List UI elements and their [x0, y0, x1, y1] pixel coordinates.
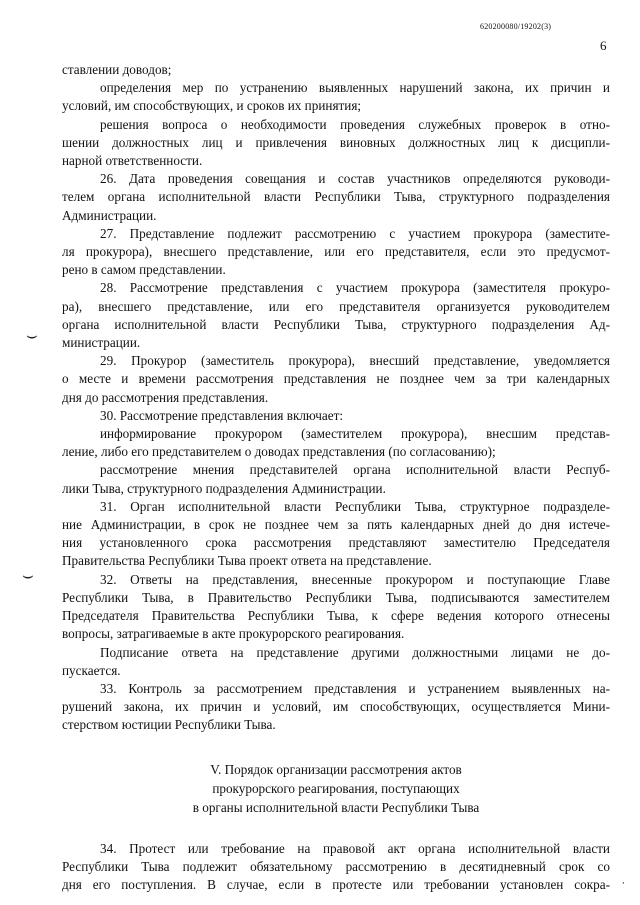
- paragraph-line: условий, им способствующих, и сроков их принятия;: [62, 98, 362, 114]
- paragraph-line: Администрации.: [62, 207, 157, 223]
- heading-line: V. Порядок организации рассмотрения актов: [210, 761, 462, 777]
- paragraph-line: ля прокурора), внесшего представление, или его представителя, если это предусмот-: [62, 244, 610, 260]
- paragraph-line: ставлении доводов;: [62, 62, 172, 77]
- paragraph-line: Подписание ответа на представление другими должностными лицами не до-: [100, 644, 610, 660]
- paragraph-line: определения мер по устранению выявленных нарушений закона, их причин и: [100, 80, 610, 96]
- paragraph: [62, 352, 610, 407]
- paragraph-line: нарной ответственности.: [62, 153, 203, 169]
- paragraph: [62, 79, 610, 115]
- paragraph-line: дня до рассмотрения представления.: [62, 389, 269, 405]
- paragraph: [62, 279, 610, 352]
- paragraph: [62, 498, 610, 571]
- paragraph: [62, 407, 610, 425]
- paragraph-line: лики Тыва, структурного подразделения Администрации.: [62, 480, 386, 496]
- paragraph-line: пускается.: [62, 662, 121, 678]
- paragraph: [62, 644, 610, 680]
- paragraph-line: 33. Контроль за рассмотрением представления и устранением выявленных на-: [100, 680, 610, 696]
- paragraph-line: 34. Протест или требование на правовой акт органа исполнительной власти: [100, 840, 610, 856]
- paragraph-line: рассмотрение мнения представителей органа исполнительной власти Респуб-: [100, 462, 610, 478]
- paragraph-line: 27. Представление подлежит рассмотрению с участием прокурора (заместите-: [100, 225, 610, 241]
- paragraph: [62, 116, 610, 171]
- paragraph-line: телем органа исполнительной власти Республики Тыва, структурного подразделения: [62, 189, 610, 205]
- paragraph-line: ление, либо его представителем о доводах представления (по согласованию);: [62, 444, 496, 460]
- margin-mark: ⌣: [26, 325, 38, 346]
- paragraph-line: органа исполнительной власти Республики Тыва, структурного подразделения Ад-: [62, 316, 610, 332]
- paragraph-line: 26. Дата проведения совещания и состав участников определяются руководи-: [100, 171, 610, 187]
- paragraph: [62, 461, 610, 497]
- paragraph-list: [62, 61, 610, 735]
- paragraph-line: рено в самом представлении.: [62, 262, 226, 278]
- document-body: [62, 61, 610, 894]
- paragraph-line: Правительства Республики Тыва проект ответа на представление.: [62, 553, 432, 569]
- margin-mark: ‚: [622, 876, 625, 885]
- paragraph-line: 31. Орган исполнительной власти Республики Тыва, структурное подразделе-: [100, 498, 610, 514]
- paragraph-line: ния установленного срока рассмотрения представляют заместителю Председателя: [62, 535, 610, 551]
- paragraph-line: Председателя Правительства Республики Тыва, к сфере ведения которого отнесены: [62, 608, 610, 624]
- final-paragraph-block: [62, 840, 610, 895]
- paragraph: [62, 680, 610, 735]
- paragraph: [62, 170, 610, 225]
- paragraph-line: 32. Ответы на представления, внесенные прокурором и поступающие Главе: [100, 571, 610, 587]
- paragraph-line: дня его поступления. В случае, если в протесте или требовании установлен сокра-: [62, 876, 610, 892]
- paragraph-line: стерством юстиции Республики Тыва.: [62, 717, 276, 733]
- paragraph-line: ра), внесшего представление, или его представителя организуется руководителем: [62, 298, 610, 314]
- paragraph: [62, 61, 610, 79]
- paragraph-line: информирование прокурором (заместителем прокурора), внесшим представ-: [100, 426, 610, 442]
- paragraph-line: ние Администрации, в срок не позднее чем за пять календарных дней до дня истече-: [62, 517, 610, 533]
- paragraph-line: 30. Рассмотрение представления включает:: [100, 407, 344, 423]
- page-number: 6: [600, 38, 607, 53]
- paragraph-line: министрации.: [62, 335, 141, 351]
- margin-mark: ⌣: [22, 565, 34, 586]
- paragraph-line: 28. Рассмотрение представления с участием прокурора (заместителя прокуро-: [100, 280, 610, 296]
- paragraph-line: 29. Прокурор (заместитель прокурора), внесший представление, уведомляется: [100, 353, 610, 369]
- section-heading: [62, 760, 610, 817]
- document-id: 620200080/19202(3): [480, 22, 552, 31]
- paragraph-line: Республики Тыва, в Правительство Республики Тыва, подписываются заместителем: [62, 589, 610, 605]
- heading-line: прокурорского реагирования, поступающих: [212, 780, 460, 796]
- paragraph-line: решения вопроса о необходимости проведения служебных проверок в отно-: [100, 116, 610, 132]
- paragraph-line: Республики Тыва подлежит обязательному рассмотрению в десятидневный срок со: [62, 858, 610, 874]
- heading-line: в органы исполнительной власти Республики Тыва: [192, 799, 480, 815]
- paragraph: [62, 425, 610, 461]
- paragraph: [62, 225, 610, 280]
- paragraph-line: шении должностных лиц и привлечения виновных должностных лиц к дисципли-: [62, 134, 610, 150]
- paragraph-line: вопросы, затрагиваемые в акте прокурорского реагирования.: [62, 626, 405, 642]
- paragraph-line: рушений закона, их причин и условий, им способствующих, осуществляется Мини-: [62, 699, 610, 715]
- paragraph-line: о месте и времени рассмотрения представления не позднее чем за три календарных: [62, 371, 610, 387]
- paragraph: [62, 571, 610, 644]
